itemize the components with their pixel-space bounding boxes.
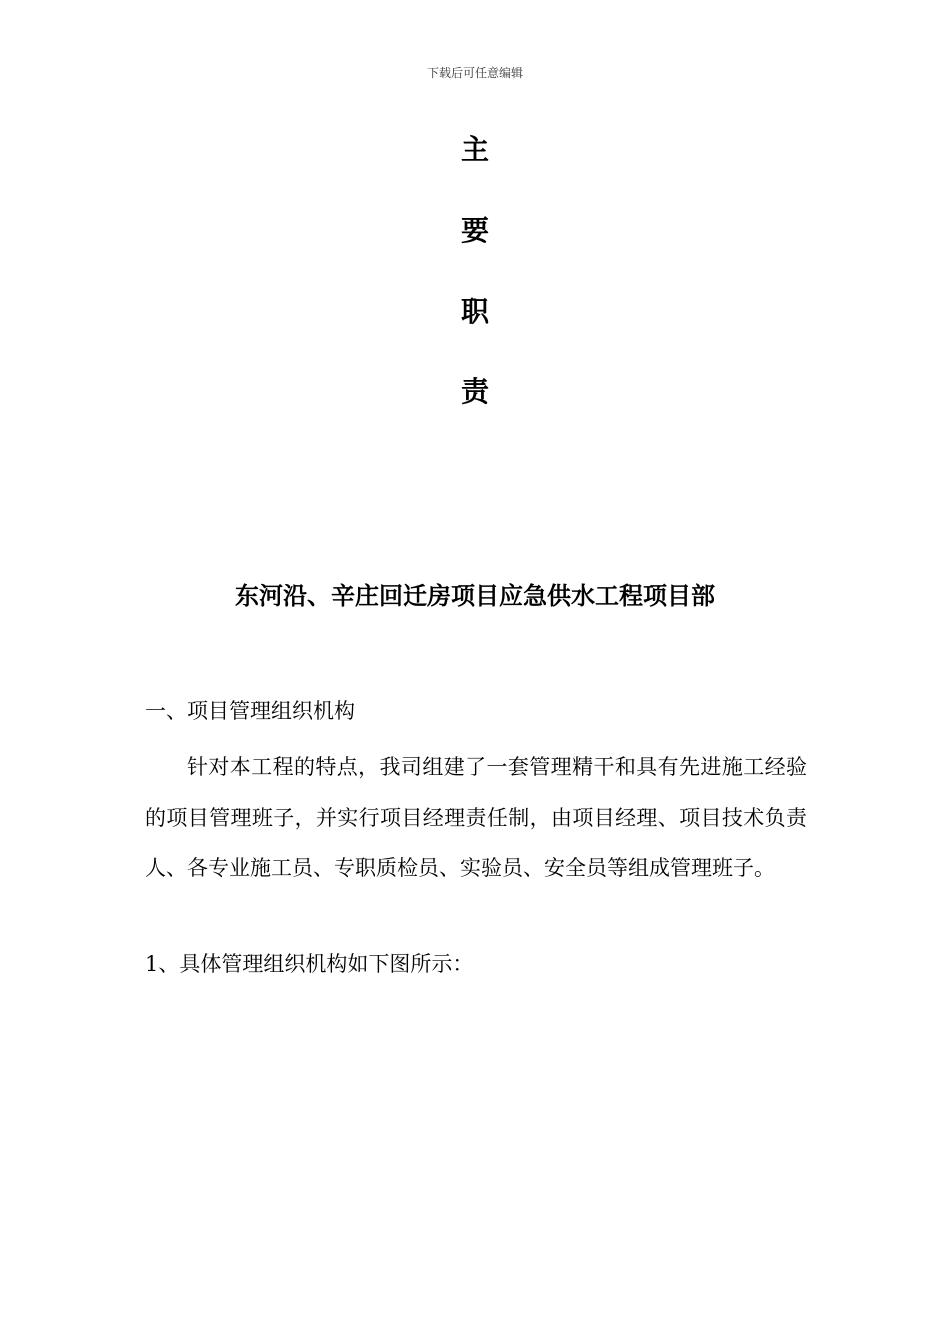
title-char-3: 职 xyxy=(460,295,489,328)
body-paragraph: 针对本工程的特点，我司组建了一套管理精干和具有先进施工经验的项目管理班子，并实行项目经理责任制，由项目经理、项目技术负责人、各专业施工员、专职质检员、实验员、安全员等组成管理班子。 xyxy=(145,755,807,880)
title-char-2: 要 xyxy=(460,214,489,247)
sub-heading: 1、具体管理组织机构如下图所示： xyxy=(145,952,474,976)
header-note: 下载后可任意编辑 xyxy=(426,66,523,80)
title-char-1: 主 xyxy=(460,133,489,166)
title-char-4: 责 xyxy=(460,375,489,408)
project-name: 东河沿、辛庄回迁房项目应急供水工程项目部 xyxy=(235,581,715,610)
section-heading: 一、项目管理组织机构 xyxy=(145,699,355,723)
